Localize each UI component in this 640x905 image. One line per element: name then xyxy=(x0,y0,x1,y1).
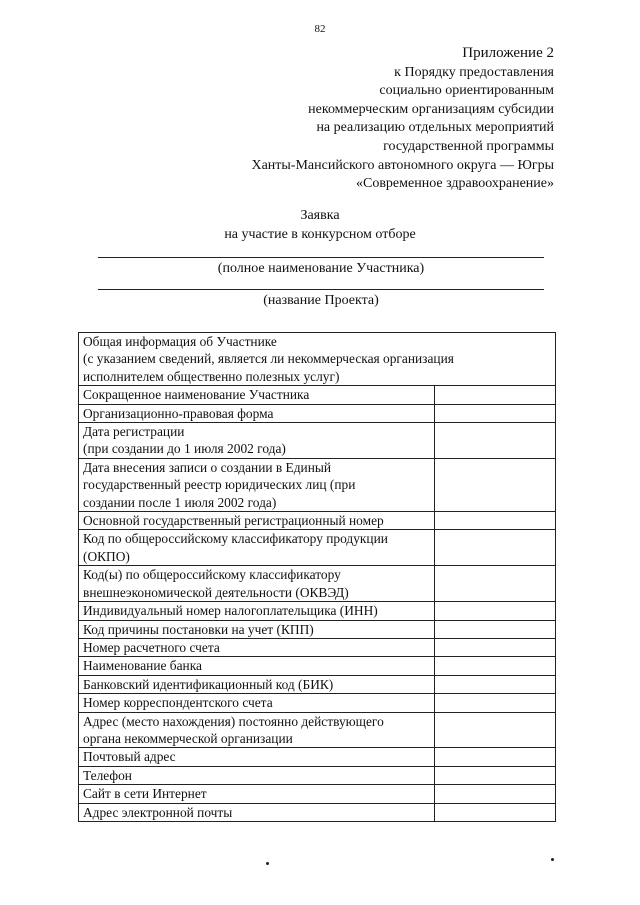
field-label-line: Телефон xyxy=(83,767,132,783)
field-label-line: Сайт в сети Интернет xyxy=(83,786,207,802)
field-value-cell[interactable] xyxy=(435,694,556,712)
table-row xyxy=(79,423,556,459)
field-label-line: Дата регистрации xyxy=(83,424,185,440)
title-heading: Заявка xyxy=(300,208,340,223)
field-label-cell xyxy=(79,404,435,422)
appendix-line: некоммерческим организациям субсидии xyxy=(308,101,554,117)
field-label-line: (при создании до 1 июля 2002 года) xyxy=(83,441,286,457)
table-row xyxy=(79,458,556,511)
appendix-line: «Современное здравоохранение» xyxy=(355,176,554,192)
table-row xyxy=(79,638,556,656)
field-label-cell xyxy=(79,530,435,566)
table-row xyxy=(79,712,556,748)
field-label-line: Номер расчетного счета xyxy=(83,639,220,655)
table-row xyxy=(79,748,556,766)
field-value-cell[interactable] xyxy=(435,602,556,620)
header-line: исполнителем общественно полезных услуг) xyxy=(83,368,340,384)
scan-speck xyxy=(551,858,554,861)
field-value-cell[interactable] xyxy=(435,566,556,602)
field-label-line: Код по общероссийскому классификатору продукции xyxy=(83,531,388,547)
field-label-cell xyxy=(79,785,435,803)
field-label-cell xyxy=(79,675,435,693)
field-label-line: внешнеэкономической деятельности (ОКВЭД) xyxy=(83,584,349,600)
field-value-cell[interactable] xyxy=(435,386,556,404)
field-label-line: Адрес (место нахождения) постоянно действующего xyxy=(83,713,384,729)
table-row xyxy=(79,530,556,566)
appendix-line: Приложение 2 xyxy=(462,45,554,61)
field-label-cell xyxy=(79,638,435,656)
appendix-line: Ханты-Мансийского автономного округа — Югры xyxy=(251,157,554,173)
field-label-line: создании после 1 июля 2002 года) xyxy=(83,494,277,510)
field-value-cell[interactable] xyxy=(435,423,556,459)
field-label-cell xyxy=(79,712,435,748)
field-value-cell[interactable] xyxy=(435,657,556,675)
field-label-cell xyxy=(79,620,435,638)
field-value-cell[interactable] xyxy=(435,785,556,803)
field-label-cell xyxy=(79,386,435,404)
appendix-line: государственной программы xyxy=(383,138,554,154)
field-label-cell xyxy=(79,458,435,511)
field-label-cell xyxy=(79,803,435,821)
field-label-cell xyxy=(79,694,435,712)
title-subheading: на участие в конкурсном отборе xyxy=(224,227,416,242)
field-label-line: Наименование банка xyxy=(83,658,202,674)
table-row xyxy=(79,803,556,821)
field-value-cell[interactable] xyxy=(435,766,556,784)
project-name-line xyxy=(98,289,544,290)
field-value-cell[interactable] xyxy=(435,748,556,766)
document-title xyxy=(0,206,640,244)
field-label-line: Номер корреспондентского счета xyxy=(83,695,273,711)
field-value-cell[interactable] xyxy=(435,512,556,530)
appendix-line: на реализацию отдельных мероприятий xyxy=(316,120,554,136)
field-label-line: Организационно-правовая форма xyxy=(83,405,274,421)
table-header-row xyxy=(79,333,556,386)
table-row xyxy=(79,512,556,530)
table-row xyxy=(79,602,556,620)
field-label-line: (ОКПО) xyxy=(83,548,130,564)
field-value-cell[interactable] xyxy=(435,458,556,511)
table-row xyxy=(79,694,556,712)
table-row xyxy=(79,620,556,638)
table-row xyxy=(79,566,556,602)
field-label-line: Код причины постановки на учет (КПП) xyxy=(83,621,314,637)
table-row xyxy=(79,766,556,784)
scan-speck xyxy=(266,862,269,865)
table-header-cell xyxy=(79,333,556,386)
field-value-cell[interactable] xyxy=(435,404,556,422)
field-label-cell xyxy=(79,423,435,459)
field-label-cell xyxy=(79,657,435,675)
field-label-line: государственный реестр юридических лиц (при xyxy=(83,477,356,493)
field-label-line: Адрес электронной почты xyxy=(83,804,233,820)
header-line: Общая информация об Участнике xyxy=(83,334,277,349)
field-value-cell[interactable] xyxy=(435,712,556,748)
field-label-cell xyxy=(79,566,435,602)
field-value-cell[interactable] xyxy=(435,620,556,638)
table-row xyxy=(79,657,556,675)
field-label-line: Индивидуальный номер налогоплательщика (ИНН) xyxy=(83,603,378,619)
appendix-line: социально ориентированным xyxy=(379,83,554,99)
participant-name-line xyxy=(98,257,544,258)
appendix-line: к Порядку предоставления xyxy=(394,64,554,80)
field-value-cell[interactable] xyxy=(435,675,556,693)
page-number: 82 xyxy=(314,23,326,35)
table-row xyxy=(79,785,556,803)
table-row xyxy=(79,675,556,693)
table-row xyxy=(79,386,556,404)
participant-info-table xyxy=(78,332,556,822)
project-name-caption: (название Проекта) xyxy=(263,293,379,308)
table-row xyxy=(79,404,556,422)
field-label-cell xyxy=(79,602,435,620)
field-label-cell xyxy=(79,748,435,766)
field-label-line: Сокращенное наименование Участника xyxy=(83,387,310,403)
field-value-cell[interactable] xyxy=(435,638,556,656)
field-label-line: Код(ы) по общероссийскому классификатору xyxy=(83,567,341,583)
field-label-line: Банковский идентификационный код (БИК) xyxy=(83,676,334,692)
field-label-cell xyxy=(79,766,435,784)
field-value-cell[interactable] xyxy=(435,803,556,821)
field-label-line: Дата внесения записи о создании в Единый xyxy=(83,459,332,475)
field-value-cell[interactable] xyxy=(435,530,556,566)
appendix-block xyxy=(251,44,554,194)
participant-name-caption: (полное наименование Участника) xyxy=(217,261,425,276)
field-label-line: Основной государственный регистрационный номер xyxy=(83,513,384,529)
field-label-line: органа некоммерческой организации xyxy=(83,730,293,746)
field-label-cell xyxy=(79,512,435,530)
field-label-line: Почтовый адрес xyxy=(83,749,176,765)
header-line: (с указанием сведений, является ли некоммерческая организация xyxy=(83,351,454,367)
